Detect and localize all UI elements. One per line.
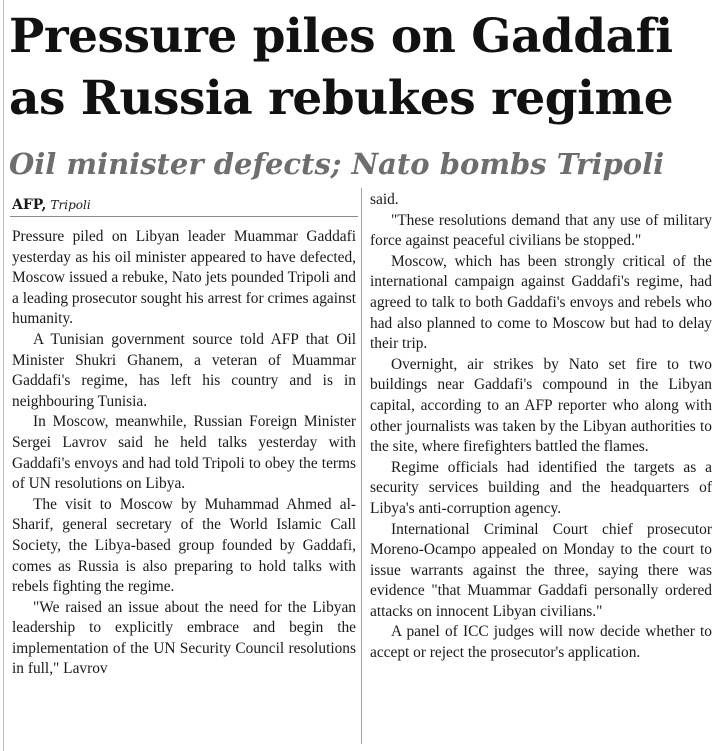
paragraph: A Tunisian government source told AFP that Oil Minister Shukri Ghanem, a veteran of Muammar Gaddafi's regime, has left his country and is in neighbouring Tunisia. (12, 330, 356, 410)
paragraph: A panel of ICC judges will now decide whether to accept or reject the prosecutor's application. (370, 623, 712, 662)
paragraph: Regime officials had identified the targets as a security services building and the headquarters of Libya's anti-corruption agency. (370, 458, 712, 517)
article-column-1 (12, 227, 356, 680)
paragraph: The visit to Moscow by Muhammad Ahmed al-Sharif, general secretary of the World Islamic Call Society, the Libya-based group founded by Gaddafi, comes as Russia is also preparing to hold talks with rebels fighting the regime. (12, 495, 356, 596)
page-left-border (3, 0, 4, 751)
paragraph: International Criminal Court chief prosecutor Moreno-Ocampo appealed on Monday to the court to issue warrants against the three, saying there was evidence "that Muammar Gaddafi personally ordered attacks on innocent Libyan civilians." (370, 520, 712, 620)
byline-agency: AFP, (12, 197, 47, 213)
subheadline: Oil minister defects; Nato bombs Tripoli (9, 147, 665, 181)
byline-place: Tripoli (50, 198, 91, 212)
column-divider (361, 188, 362, 744)
byline-divider (10, 216, 358, 217)
headline: Pressure piles on Gaddafi as Russia rebukes regime (9, 9, 674, 126)
paragraph: Moscow, which has been strongly critical of the international campaign against Gaddafi's regime, had agreed to talk to both Gaddafi's envoys and rebels who had also planned to come to Moscow but had to delay their trip. (370, 252, 712, 353)
paragraph: Pressure piled on Libyan leader Muammar Gaddafi yesterday as his oil minister appeared to have defected, Moscow issued a rebuke, Nato jets pounded Tripoli and a leading prosecutor sought his arrest for crimes against humanity. (12, 228, 356, 328)
paragraph: said. (370, 191, 399, 208)
paragraph: "We raised an issue about the need for the Libyan leadership to explicitly embrace and begin the implementation of the UN Security Council resolutions in full," Lavrov (12, 598, 356, 678)
paragraph: "These resolutions demand that any use of military force against peaceful civilians be stopped." (370, 211, 712, 250)
paragraph: In Moscow, meanwhile, Russian Foreign Minister Sergei Lavrov said he held talks yesterday with Gaddafi's envoys and had told Tripoli to obey the terms of UN resolutions on Libya. (12, 413, 356, 493)
byline (12, 196, 91, 215)
paragraph: Overnight, air strikes by Nato set fire to two buildings near Gaddafi's compound in the Libyan capital, according to an AFP reporter who along with other journalists was taken by the Libyan authorities to the site, where firefighters battled the flames. (370, 355, 712, 456)
article-column-2 (370, 190, 712, 664)
